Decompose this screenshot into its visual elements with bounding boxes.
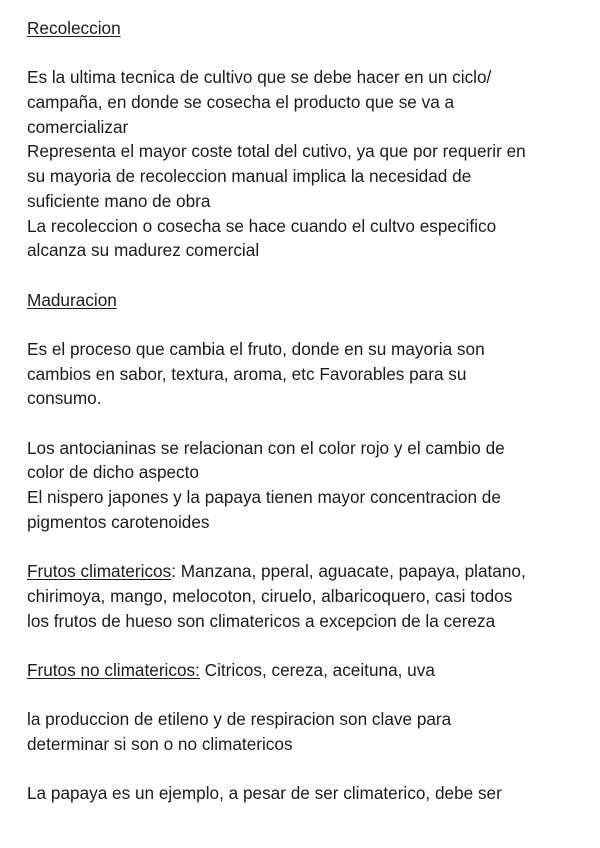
text-line: determinar si son o no climatericos [27,733,293,754]
blank-line [27,41,580,66]
text-line: pigmentos carotenoides [27,511,210,532]
heading-maduracion: Maduracion [27,289,117,310]
text-line: comercializar [27,116,129,137]
blank-line [27,312,580,337]
climatericos-list: : Manzana, pperal, aguacate, papaya, platano, [171,561,526,582]
no-climatericos-list: Citricos, cereza, aceituna, uva [199,659,435,680]
blank-line [27,263,580,288]
text-line: La recoleccion o cosecha se hace cuando el cultvo especifico [27,215,497,236]
text-line: los frutos de hueso son climatericos a excepcion de la cereza [27,610,496,631]
blank-line [27,633,580,658]
text-line: Los antocianinas se relacionan con el color rojo y el cambio de [27,437,505,458]
heading-recoleccion: Recoleccion [27,18,121,38]
blank-line [27,411,580,436]
text-line: chirimoya, mango, melocoton, ciruelo, albaricoquero, casi todos [27,585,513,606]
text-line: Es el proceso que cambia el fruto, donde en su mayoria son [27,338,485,359]
text-line: campaña, en donde se cosecha el producto que se va a [27,92,455,113]
text-line: El nispero japones y la papaya tienen mayor concentracion de [27,487,501,508]
climatericos-line [27,559,580,584]
text-line: consumo. [27,388,102,409]
text-line: suficiente mano de obra [27,190,211,211]
text-line: cambios en sabor, textura, aroma, etc Favorables para su [27,363,467,384]
text-line: la produccion de etileno y de respiracion son clave para [27,709,452,730]
no-climatericos-label: Frutos no climatericos: [27,659,200,680]
blank-line [27,757,580,782]
blank-line [27,534,580,559]
text-line: Representa el mayor coste total del cutivo, ya que por requerir en [27,141,526,162]
text-line: Es la ultima tecnica de cultivo que se debe hacer en un ciclo/ [27,67,492,88]
text-line: su mayoria de recoleccion manual implica la necesidad de [27,166,472,187]
text-line: alcanza su madurez comercial [27,240,260,261]
text-line: La papaya es un ejemplo, a pesar de ser climaterico, debe ser [27,783,502,804]
blank-line [27,683,580,708]
climatericos-label: Frutos climatericos [27,561,172,582]
text-line: color de dicho aspecto [27,462,199,483]
no-climatericos-line [27,658,580,683]
